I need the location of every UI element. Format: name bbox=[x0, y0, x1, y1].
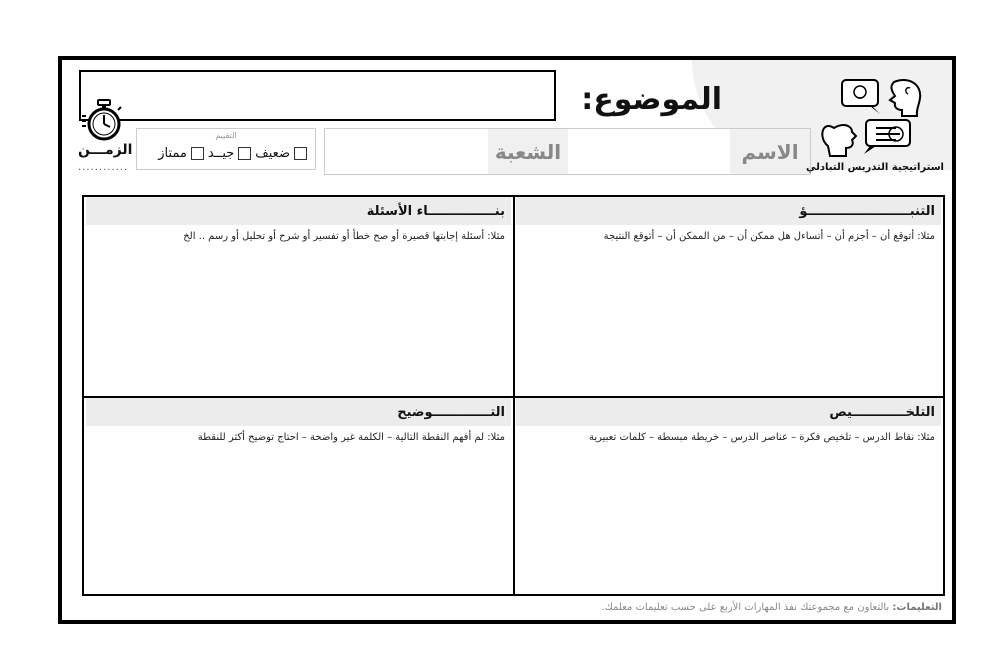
rating-options bbox=[143, 146, 309, 161]
cell-example: مثلا: نقاط الدرس – تلخيص فكرة – عناصر الدرس – خريطة مبسطة – كلمات تعبيرية bbox=[588, 432, 935, 443]
cell-title: التـــــــــــــوضيح bbox=[86, 398, 511, 426]
section-field[interactable] bbox=[325, 129, 488, 174]
cell-title: بنـــــــــــــــاء الأسئلة bbox=[86, 197, 511, 225]
cell-title: التنبـــــــــــــــــــــــؤ bbox=[516, 197, 941, 225]
rating-good-checkbox[interactable] bbox=[238, 147, 251, 160]
worksheet bbox=[58, 56, 956, 624]
instructions-text: بالتعاون مع مجموعتك نفذ المهارات الأربع على حسب تعليمات معلمك. bbox=[601, 602, 890, 613]
cell-clarifying[interactable] bbox=[84, 398, 513, 449]
time-dots: ............ bbox=[78, 162, 129, 173]
instructions bbox=[582, 602, 942, 613]
rating-weak-checkbox[interactable] bbox=[294, 147, 307, 160]
rating-excellent-checkbox[interactable] bbox=[191, 147, 204, 160]
skills-grid bbox=[82, 195, 945, 596]
cell-summarizing[interactable] bbox=[514, 398, 943, 449]
strategy-label: استراتيجية التدريس التبادلي bbox=[806, 162, 944, 173]
cell-question-building[interactable] bbox=[84, 197, 513, 248]
rating-box bbox=[136, 128, 316, 170]
cell-title: التلخــــــــــــيص bbox=[516, 398, 941, 426]
cell-example: مثلا: لم أفهم النقطة التالية – الكلمة غير واضحة – احتاج توضيح أكثر للنقطة bbox=[197, 432, 505, 443]
cell-prediction[interactable] bbox=[514, 197, 943, 248]
time-label: الزمـــن bbox=[78, 142, 133, 158]
cell-example: مثلا: أتوقع أن – أجزم أن – أتساءل هل ممكن أن – من الممكن أن – أتوقع النتيجة bbox=[603, 231, 935, 242]
instructions-label: التعليمات: bbox=[892, 602, 942, 613]
name-field[interactable] bbox=[568, 129, 730, 174]
stopwatch-icon bbox=[82, 98, 126, 142]
name-section-row bbox=[324, 128, 811, 175]
cell-example: مثلا: أسئلة إجابتها قصيرة أو صح خطأ أو تفسير أو شرح أو تحليل أو رسم .. الخ bbox=[183, 231, 505, 242]
section-label: الشعبة bbox=[488, 129, 568, 174]
name-label: الاسم bbox=[730, 129, 810, 174]
topic-label: الموضوع: bbox=[581, 82, 722, 117]
rating-weak-label: ضعيف bbox=[255, 146, 290, 161]
rating-title: التقييم bbox=[215, 131, 237, 140]
topic-input-box[interactable] bbox=[79, 70, 556, 121]
rating-excellent-label: ممتاز bbox=[158, 146, 187, 161]
discussion-heads-icon bbox=[820, 76, 944, 158]
rating-good-label: جيــد bbox=[207, 146, 235, 161]
